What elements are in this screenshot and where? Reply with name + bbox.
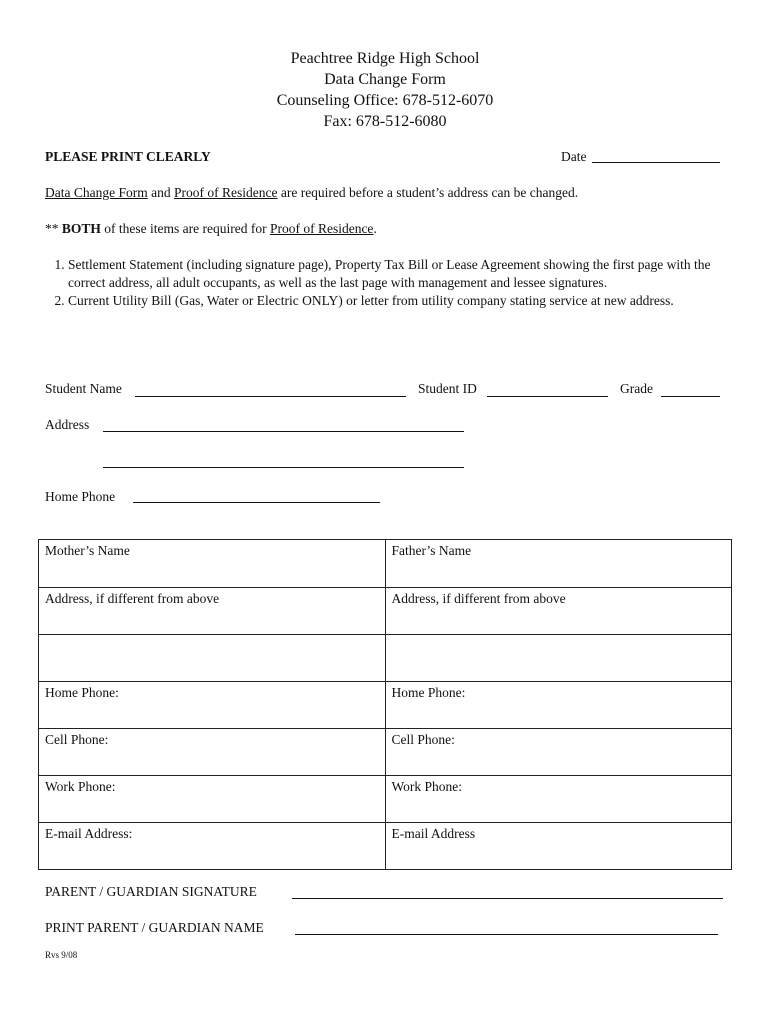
both-middle: of these items are required for: [100, 221, 270, 236]
signature-field[interactable]: [292, 898, 723, 899]
proof-of-residence-ref: Proof of Residence: [173, 185, 278, 200]
print-name-field[interactable]: [295, 934, 718, 935]
address-field-line-2[interactable]: [103, 467, 464, 468]
print-name-label: PRINT PARENT / GUARDIAN NAME: [45, 920, 264, 935]
mother-home-phone-cell[interactable]: Home Phone:: [39, 682, 386, 729]
requirement-item: 2. Current Utility Bill (Gas, Water or Electric ONLY) or letter from utility company stating service at new address.: [68, 292, 722, 310]
proof-of-residence-ref-2: Proof of Residence: [269, 221, 374, 236]
intro-text: [45, 185, 578, 201]
address-field-line-1[interactable]: [103, 431, 464, 432]
signature-label: PARENT / GUARDIAN SIGNATURE: [45, 884, 257, 899]
father-address-cell[interactable]: Address, if different from above: [385, 588, 732, 635]
date-label: Date: [561, 149, 587, 164]
father-address-cont-cell[interactable]: [385, 635, 732, 682]
table-row: [39, 540, 732, 588]
requirement-item: 1. Settlement Statement (including signature page), Property Tax Bill or Lease Agreement showing the first page with the correct address, all adult occupants, as well as the last page with management and lessee signatures.: [68, 256, 722, 292]
home-phone-field[interactable]: [133, 502, 380, 503]
both-requirement-text: [45, 221, 377, 237]
mother-cell-phone-cell[interactable]: Cell Phone:: [39, 729, 386, 776]
student-id-field[interactable]: [487, 396, 608, 397]
print-clearly-note: PLEASE PRINT CLEARLY: [45, 149, 211, 164]
mother-email-cell[interactable]: E-mail Address:: [39, 823, 386, 870]
revision-note: Rvs 9/08: [45, 950, 78, 960]
student-id-label: Student ID: [418, 381, 477, 396]
both-suffix: .: [373, 221, 377, 236]
father-work-phone-cell[interactable]: Work Phone:: [385, 776, 732, 823]
table-row: [39, 588, 732, 635]
table-row: [39, 776, 732, 823]
counseling-office: Counseling Office: 678-512-6070: [276, 92, 494, 109]
grade-field[interactable]: [661, 396, 720, 397]
fax-number: Fax: 678-512-6080: [323, 113, 447, 130]
both-prefix: **: [45, 221, 62, 236]
parents-table: [38, 539, 732, 870]
grade-label: Grade: [620, 381, 653, 396]
father-home-phone-cell[interactable]: Home Phone:: [385, 682, 732, 729]
table-row: [39, 682, 732, 729]
table-row: [39, 635, 732, 682]
student-name-label: Student Name: [45, 381, 122, 396]
data-change-form-ref: Data Change Form: [45, 185, 148, 200]
both-emphasis: BOTH: [61, 221, 101, 236]
address-label: Address: [45, 417, 90, 432]
mother-name-cell[interactable]: Mother’s Name: [39, 540, 386, 588]
intro-and: and: [147, 185, 174, 200]
table-row: [39, 823, 732, 870]
school-name: Peachtree Ridge High School: [290, 50, 480, 67]
father-cell-phone-cell[interactable]: Cell Phone:: [385, 729, 732, 776]
requirements-list: [22, 256, 722, 310]
mother-address-cont-cell[interactable]: [39, 635, 386, 682]
student-name-field[interactable]: [135, 396, 406, 397]
form-header: [0, 48, 770, 132]
mother-address-cell[interactable]: Address, if different from above: [39, 588, 386, 635]
date-field[interactable]: [592, 162, 720, 163]
home-phone-label: Home Phone: [45, 489, 116, 504]
father-name-cell[interactable]: Father’s Name: [385, 540, 732, 588]
intro-rest: are required before a student’s address can be changed.: [277, 185, 579, 200]
father-email-cell[interactable]: E-mail Address: [385, 823, 732, 870]
form-title: Data Change Form: [324, 71, 446, 88]
table-row: [39, 729, 732, 776]
mother-work-phone-cell[interactable]: Work Phone:: [39, 776, 386, 823]
